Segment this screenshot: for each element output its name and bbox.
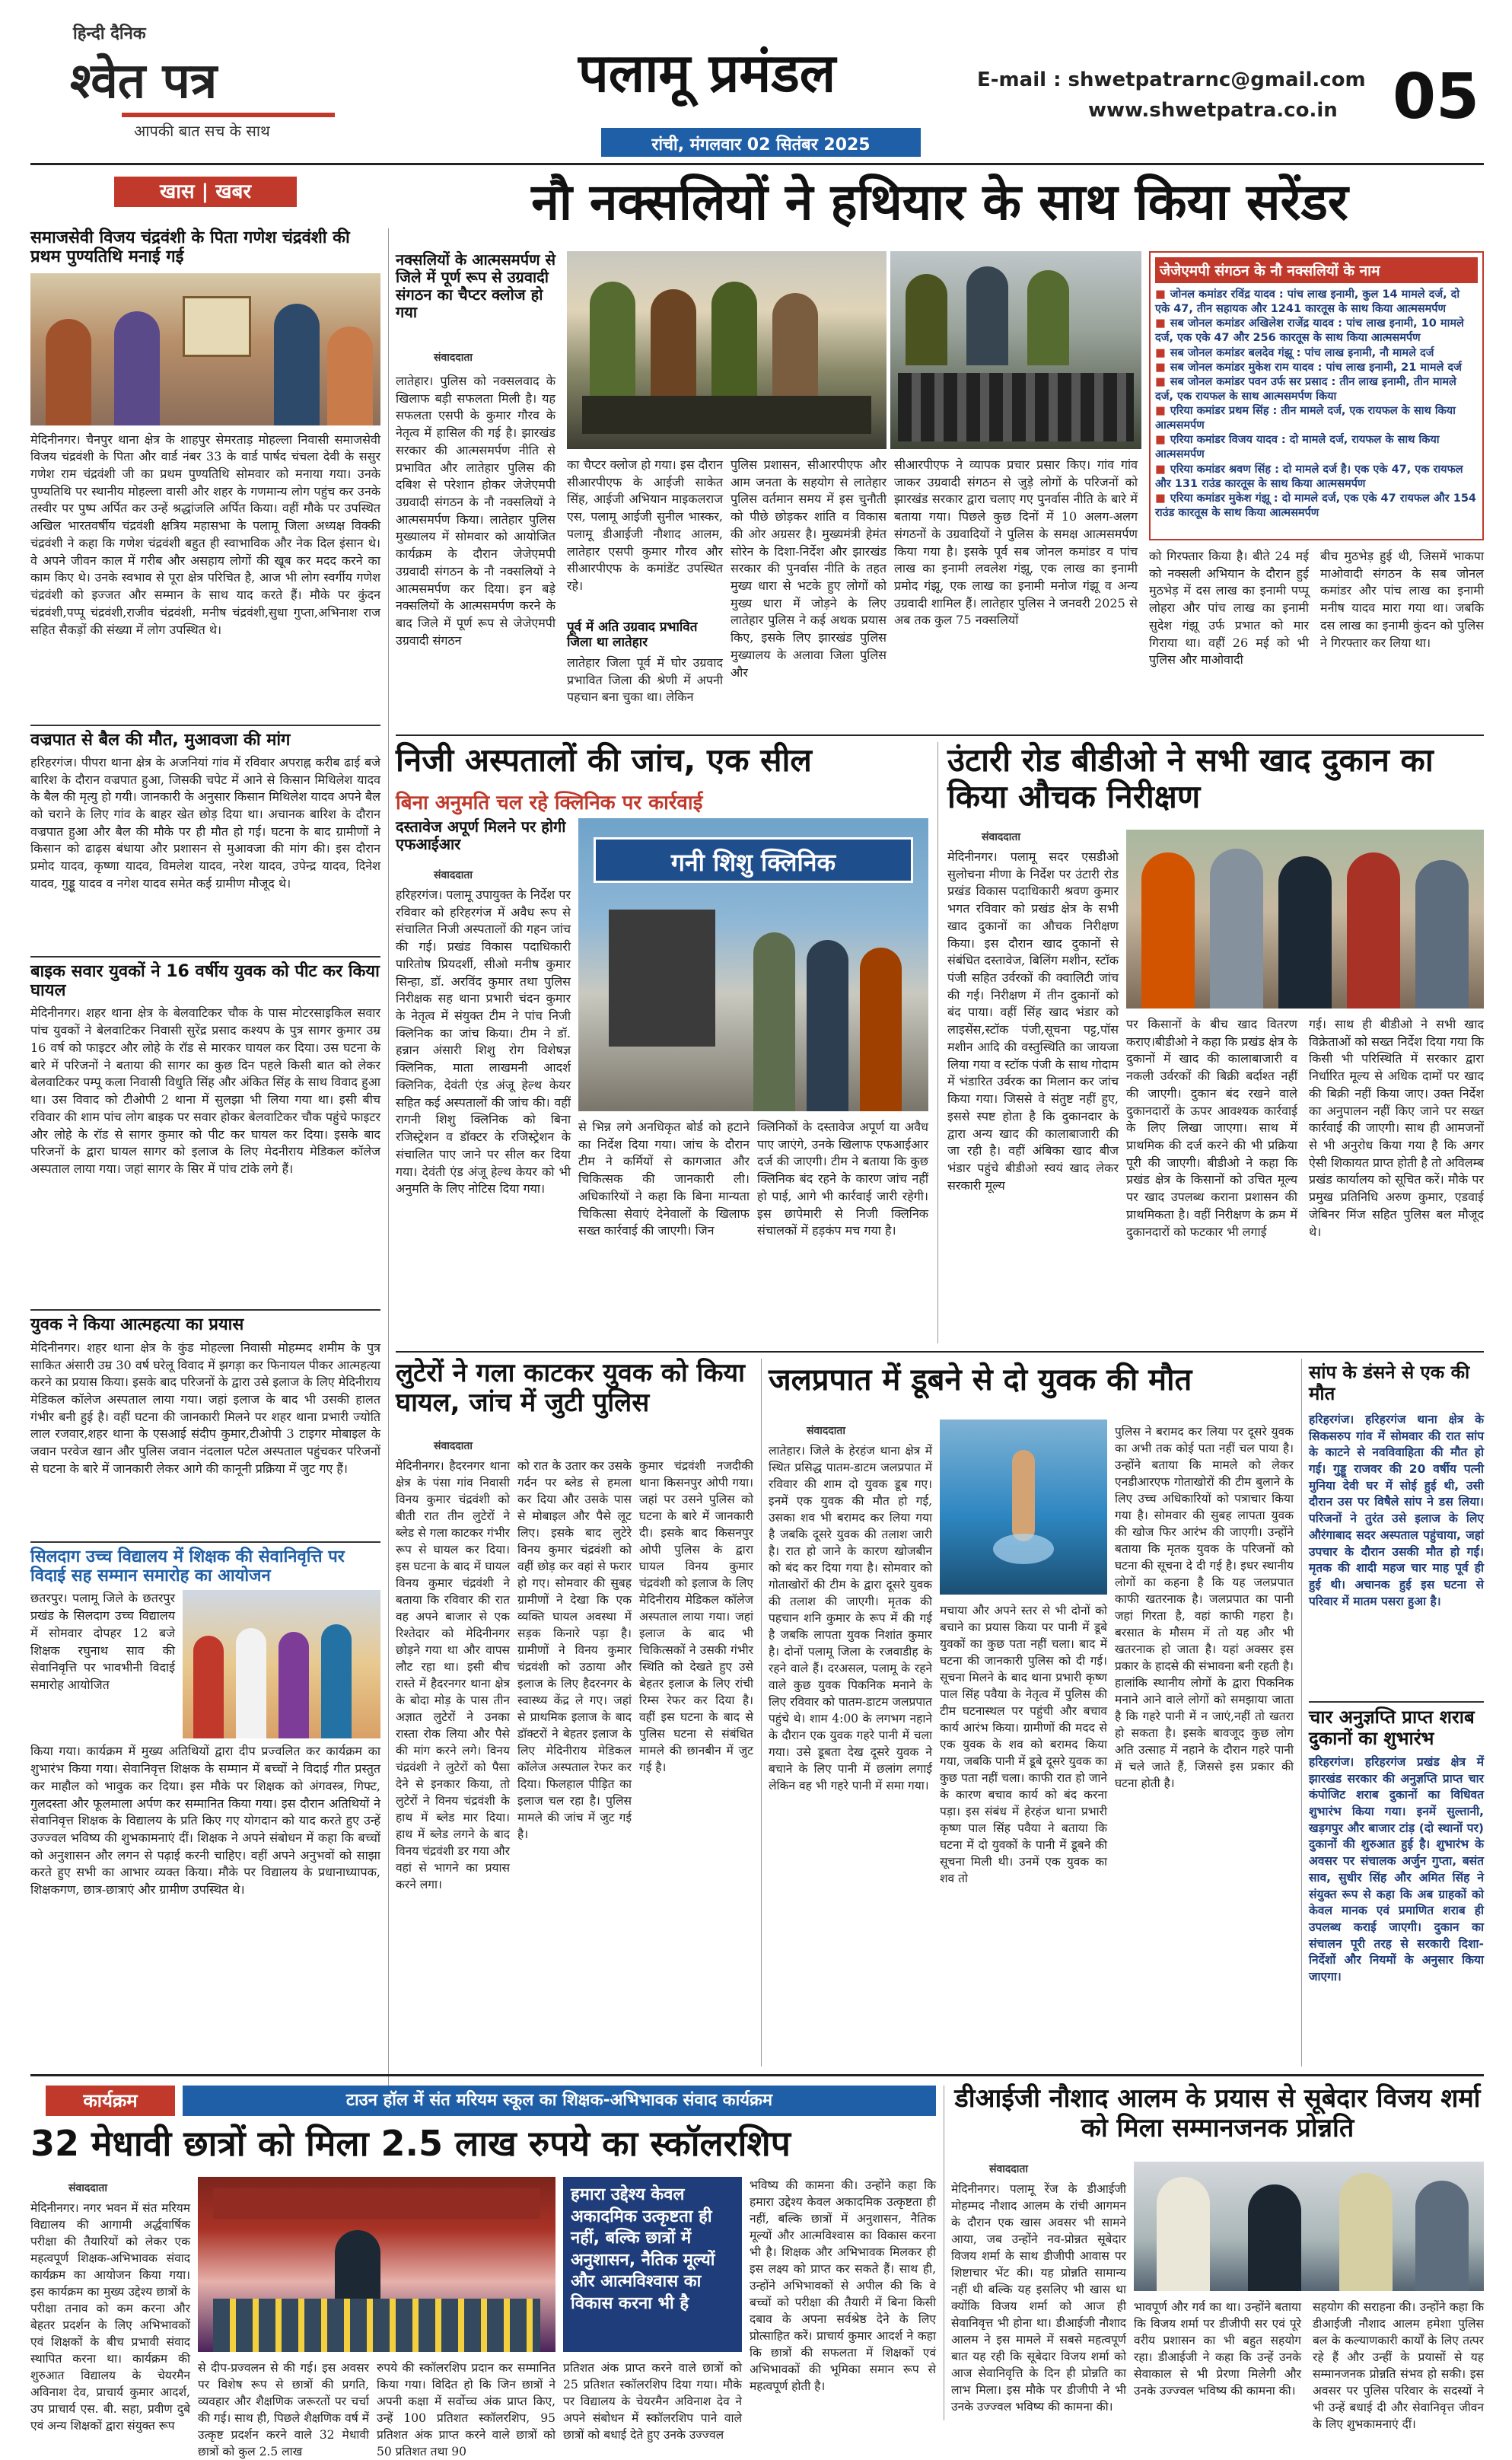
bdo-byline: संवाददाता: [982, 831, 1020, 843]
lead-photo-right: [890, 251, 1141, 449]
dig-body1: मेदिनीनगर। पलामू रेंज के डीआईजी मोहम्मद नौशाद आलम के रांची आगमन के दौरान एक खास अवसर भी सामने आया, जब उन्होंने नव-प्रोन्नत सूबेदार विजय शर्मा के साथ डीजीपी आवास पर शिष्टाचार भेंट की। यह प्रोन्नति सामान्य नहीं थी बल्कि यह इसलिए भी खास था क्योंकि विजय शर्मा को आज ही सेवानिवृत्त भी होना था। डीआईजी नौशाद आलम ने इस मामले में सबसे महत्वपूर्ण बात यह रही कि सूबेदार विजय शर्मा को आज सेवानिवृत्ति के दिन ही प्रोन्नति का लाभ मिला। इस मौके पर डीजीपी ने भी उनके उज्ज्वल भविष्य की कामना की।: [951, 2182, 1126, 2414]
lead-body4: पुलिस प्रशासन, सीआरपीएफ और आम जनता के सहयोग से लातेहार पुलिस वर्तमान समय में इस चुनौती को पीछे छोड़कर शांति व विकास की ओर अग्रसर है। मुख्यमंत्री हेमंत सोरेन के दिशा-निर्देश और झारखंड सरकार की पुनर्वास नीति के तहत मुख्य धारा से भटके हुए लोगों को मुख्य धारा में जोड़ने के लिए लातेहार पुलिस ने कई अथक प्रयास किए, इसके लिए झारखंड पुलिस मुख्यालय के अलावा जिला पुलिस और: [731, 457, 887, 680]
left-s3-body: मेदिनीनगर। शहर थाना क्षेत्र के बेलवाटिकर चौक के पास मोटरसाइकिल सवार पांच युवकों ने बेलवाटिकर निवासी सुरेंद्र प्रसाद कश्यप के पुत्र सागर कुमार उम्र 16 वर्ष को फाइटर और लोहे के रॉड से मारकर घायल कर दिया। उस घटना के बारे में परिजनों ने बताया की सागर का कुछ दिन पहले किसी बात को लेकर बेलवाटिकर पम्पू कला निवासी विधुति सिंह और अंकित सिंह के साथ विवाद हुआ था। उस विवाद को टीओपी 2 थाना में सुलझा भी लिया गया था। इसी बीच रविवार की शाम पांच लोग बाइक पर सवार होकर बेलवाटिकर चौक पहुंचे फाइटर और लोहे के रॉड से सागर कुमार को पीट कर घायल कर दिया। इसके बाद परिजनों के द्वारा घायल सागर को इलाज के लिए मेदनीराय मेडिकल कॉलेज अस्पताल लाया गया। जहां सागर के सिर में पांच टांके लगे हैं।: [30, 1005, 380, 1176]
lead-headline: नौ नक्सलियों ने हथियार के साथ किया सरेंडर: [531, 173, 1348, 231]
left-s5-body2: किया गया। कार्यक्रम में मुख्य अतिथियों द्वारा दीप प्रज्वलित कर कार्यक्रम का शुभारंभ किया गया। सेवानिवृत्त शिक्षक के सम्मान में बच्चों ने विदाई गीत प्रस्तुत कर माहौल को भावुक कर दिया। इस मौके पर शिक्षक को अंगवस्त्र, गिफ्ट, गुलदस्ता और फूलमाला अर्पण कर सम्मानित किया गया। इस दौरान अतिथियों ने सेवानिवृत्त शिक्षक के विद्यालय के प्रति किए गए योगदान को याद करते हुए उन्हें उज्ज्वल भविष्य की शुभकामनाएं दीं। शिक्षक ने अपने संबोधन में कहा कि बच्चों को अनुशासन और लगन से पढ़ाई करनी चाहिए। वहीं अपने अनुभवों को साझा करते हुए सभी का आभार व्यक्त किया। मौके पर विद्यालय के प्रधानाध्यापक, शिक्षकगण, छात्र-छात्राएं और ग्रामीण उपस्थित थे।: [30, 1744, 380, 1898]
waterfall-photo: [940, 1420, 1107, 1595]
clinic-body1: हरिहरगंज। पलामू उपायुक्त के निर्देश पर रविवार को हरिहरगंज में अवैध रूप से संचालित निजी अस्पतालों की गहन जांच की गई। प्रखंड विकास पदाधिकारी पारितोष प्रियदर्शी, सीओ मनीष कुमार सिन्हा, डॉ. अरविंद कुमार तथा पुलिस निरीक्षक सह थाना प्रभारी चंदन कुमार के नेतृत्व में संयुक्त टीम ने पांच निजी क्लिनिक का जांच किया। टीम ने डॉ. हन्नान अंसारी शिशु रोग विशेषज्ञ क्लिनिक, माता लाखमनी आदर्श क्लिनिक, देवंती एंड अंजू हेल्थ केयर सहित कई अस्पतालों की जांच की। वहीं रागनी शिशु क्लिनिक को बिना रजिस्ट्रेशन व डॉक्टर के रजिस्ट्रेशन के संचालित पाए जाने पर सील कर दिया गया। देवंती एंड अंजू हेल्थ केयर को भी अनुमति के लिए नोटिस दिया गया।: [396, 887, 571, 1197]
dig-photo: [1134, 2162, 1484, 2291]
box-item: ■ सब जोनल कमांडर पवन उर्फ सर प्रसाद : तीन लाख इनामी, तीन मामले दर्ज, एक रायफल के साथ आत्मसमर्पण किया: [1155, 375, 1478, 404]
left-s3-title: बाइक सवार युवकों ने 16 वर्षीय युवक को पीट कर किया घायल: [30, 956, 380, 1001]
lead-body2: का चैप्टर क्लोज हो गया। इस दौरान सीआरपीएफ के आईजी साकेत सिंह, आईजी अभियान माइकलराज एस, पलामू आईजी सुनील भास्कर, पलामू डीआईजी नौशाद आलम, लातेहार एसपी कुमार गौरव और सीआरपीएफ के कमांडेंट उपस्थित रहे।: [567, 457, 723, 594]
box-item: ■ सब जोनल कमांडर बलदेव गंझू : पांच लाख इनामी, नौ मामले दर्ज: [1155, 346, 1478, 361]
email-label: E-mail :: [977, 69, 1062, 91]
left-s4-body: मेदिनीनगर। शहर थाना क्षेत्र के कुंड मोहल्ला निवासी मोहम्मद शमीम के पुत्र साकित अंसारी उम्र 30 वर्ष घरेलू विवाद में झगड़ा कर फिनायल पीकर आत्महत्या करने का प्रयास किया। इसके बाद परिजनों के द्वारा उसे इलाज के लिए मेदिनीराय मेडिकल कॉलेज अस्पताल लाया गया। जहां इलाज के बाद भी उसकी हालत गंभीर बनी हुई है। वहीं घटना की जानकारी मिलने पर शहर थाना प्रभारी ज्योति लाल रजवार,शहर थाना के एसआई संदीप कुमार,टीओपी 3 टाइगर मोबाइल के जवान परवेज खान और पुलिस जवान नंदलाल पटेल अस्पताल पहुंचकर परिजनों से घटना के बारे में जानकारी लेकर आगे की कानूनी प्रक्रिया में जुट गए हैं।: [30, 1340, 380, 1476]
mast-rule: [30, 163, 1484, 165]
lead-kicker2: पूर्व में अति उग्रवाद प्रभावित जिला था लातेहार: [567, 620, 698, 650]
lead-body1: लातेहार। पुलिस को नक्सलवाद के खिलाफ बड़ी सफलता मिली है। यह सफलता एसपी के कुमार गौरव के नेतृत्व में हासिल की गई है। झारखंड सरकार की आत्मसमर्पण नीति से प्रभावित और लातेहार पुलिस की दबिश से परेशान होकर जेजेएमपी उग्रवादी संगठन के नौ नक्सलियों ने आत्मसमर्पण किया। लातेहार पुलिस मुख्यालय में सोमवार को आयोजित कार्यक्रम के दौरान जेजेएमपी उग्रवादी संगठन के नौ नक्सलियों ने आत्मसमर्पण कर दिया। इन बड़े नक्सलियों के आत्मसमर्पण करने के बाद जिले में पूर्ण रूप से जेजेएमपी उग्रवादी संगठन: [396, 374, 555, 648]
masthead: [0, 0, 1512, 175]
left-s5-title: सिलदाग उच्च विद्यालय में शिक्षक की सेवानिवृत्ति पर विदाई सह सम्मान समारोह का आयोजन: [30, 1541, 380, 1586]
loot-body1: मेदिनीनगर। हैदरनगर थाना क्षेत्र के पंसा गांव निवासी विनय कुमार चंद्रवंशी को बीती रात तीन लुटेरों ने ब्लेड से गला काटकर गंभीर रूप से घायल कर दिया। इस घटना के बाद में घायल विनय कुमार चंद्रवंशी ने बताया कि रविवार की रात वह अपने बाजार से एक रिश्तेदार को मेदिनीनगर छोड़ने गया था और वापस लौट रहा था। इसी बीच रास्ते में हैदरनगर थाना क्षेत्र के बोदा मोड़ के पास तीन अज्ञात लुटेरों ने उनका रास्ता रोक लिया और पैसे की मांग करने लगे। विनय चंद्रवंशी ने लुटेरों को पैसा देने से इनकार किया, तो लुटेरों ने विनय चंद्रवंशी के हाथ में ब्लेड मार दिया। हाथ में ब्लेड लगने के बाद विनय चंद्रवंशी डर गया और वहां से भागने का प्रयास करने लगा।: [396, 1459, 510, 1891]
website[interactable]: www.shwetpatra.co.in: [1088, 99, 1338, 122]
box-item: ■ सब जोनल कमांडर अखिलेश राजेंद्र यादव : पांच लाख इनामी, 10 मामले दर्ज, एक एके 47 और 256 कारतूस के साथ किया आत्मसमर्पण: [1155, 317, 1478, 346]
lead-body5-col: सीआरपीएफ ने व्यापक प्रचार प्रसार किए। गांव गांव जाकर उग्रवादी संगठन से जुड़े लोगों के परिजनों को झारखंड सरकार द्वारा चलाए गए पुनर्वास नीति के बारे में बताया गया। पिछले कुछ दिनों में 10 अलग-अलग संगठनों के उग्रवादियों ने पुलिस के समक्ष आत्मसमर्पण किया गया है। इसके पूर्व सब जोनल कमांडर व पांच लाख का इनामी लवलेश गंझू, एक लाख का इनामी प्रमोद गंझू, एक लाख का इनामी मनोज गंझू व अन्य उग्रवादी शामिल हैं। लातेहार पुलिस ने जनवरी 2025 से अब तक कुल 75 नक्सलियों: [894, 457, 1138, 628]
left-s4-title: युवक ने किया आत्महत्या का प्रयास: [30, 1309, 380, 1334]
snake-title: सांप के डंसने से एक की मौत: [1309, 1362, 1470, 1404]
bdo-photo: [1126, 830, 1484, 1009]
clinic-body2: से भिन्न लगे अनधिकृत बोर्ड को हटाने का निर्देश दिया गया। जांच के दौरान टीम ने कर्मियों से कागजात और चिकित्सक की जानकारी ली। अधिकारियों ने कहा कि बिना मान्यता चिकित्सा सेवाएं देनेवालों के खिलाफ सख्त कार्रवाई की जाएगी। जिन: [578, 1120, 750, 1238]
clinic-sign: गनी शिशु क्लिनिक: [670, 848, 836, 877]
left-s2-title: वज्रपात से बैल की मौत, मुआवजा की मांग: [30, 725, 380, 750]
scholar-body2: से दीप-प्रज्वलन से की गई। इस अवसर पर विशेष रूप से छात्रों की प्रगति, व्यवहार और शैक्षणिक जरूरतों पर चर्चा की गई। साथ ही, पिछले शैक्षणिक वर्ष में उत्कृष्ट प्रदर्शन करने वाले 32 मेधावी छात्रों को कुल 2.5 लाख: [198, 2361, 369, 2458]
col-divider-4: [1301, 1359, 1302, 2066]
dig-body2: भावपूर्ण और गर्व का था। उन्होंने बताया कि विजय शर्मा पर डीजीपी सर एवं पूरे वरीय प्रशासन का भी बहुत सहयोग रहा। डीआईजी ने कहा कि उन्हें उनके सेवाकाल से भी प्रेरणा मिलेगी और उनके उज्ज्वल भविष्य की कामना की।: [1134, 2300, 1301, 2398]
col-divider-2: [937, 742, 938, 1343]
clinic-sub: बिना अनुमति चल रहे क्लिनिक पर कार्रवाई: [396, 792, 703, 814]
liquor-body: हरिहरगंज। हरिहरगंज प्रखंड क्षेत्र में झारखंड सरकार की अनुज्ञप्ति प्राप्त चार कंपोजिट शराब दुकानों का विधिवत शुभारंभ किया गया। इनमें सुल्तानी, खड़गपुर और बाजार टांड़ (दो स्थानों पर) दुकानों की शुरुआत हुई है। शुभारंभ के अवसर पर संचालक अर्जुन गुप्ता, बसंत साव, सुधीर सिंह और अमित सिंह ने संयुक्त रूप से कहा कि अब ग्राहकों को केवल मानक एवं प्रमाणित शराब ही उपलब्ध कराई जाएगी। दुकान का संचालन पूरी तरह से सरकारी दिशा-निर्देशों और नियमों के अनुसार किया जाएगा।: [1309, 1755, 1484, 1984]
clinic-body3: क्लिनिकों के दस्तावेज अपूर्ण या अवैध पाए जाएंगे, उनके खिलाफ एफआईआर दर्ज की जाएगी। टीम ने बताया कि कुछ क्लिनिक बंद रहने के कारण जांच नहीं हो पाई, आगे भी कार्रवाई जारी रहेगी। इस छापेमारी से निजी क्लिनिक संचालकों में हड़कंप मच गया है।: [757, 1120, 928, 1238]
left-column: [30, 228, 380, 2131]
scholar-body4: प्रतिशत अंक प्राप्त करने वाले छात्रों को 25 प्रतिशत स्कॉलरशिप दिया गया। मौके पर विद्यालय के चेयरमैन अविनाश देव ने अपने संबोधन में स्कॉलरशिप पाने वाले छात्रों को बधाई देते हुए उनके उज्ज्वल: [563, 2361, 742, 2442]
email-address[interactable]: shwetpatrarnc@gmail.com: [1068, 69, 1366, 91]
scholar-body5: भविष्य की कामना की। उन्होंने कहा कि हमारा उद्देश्य केवल अकादमिक उत्कृष्टता ही नहीं, बल्कि छात्रों में अनुशासन, नैतिक मूल्यों और आत्मविश्वास का विकास करना भी है। शिक्षक और अभिभावक मिलकर ही इस लक्ष्य को प्राप्त कर सकते हैं। साथ ही, उन्होंने अभिभावकों से अपील की कि वे बच्चों को परीक्षा की तैयारी में बिना किसी दबाव के अपना सर्वश्रेष्ठ देने के लिए प्रोत्साहित करें। प्राचार्य कुमार आदर्श ने कहा कि छात्रों की सफलता में शिक्षकों एवं अभिभावकों की भूमिका समान रूप से महत्वपूर्ण होती है।: [750, 2178, 936, 2393]
box-item: ■ सब जोनल कमांडर मुकेश राम यादव : पांच लाख इनामी, 21 मामले दर्ज: [1155, 361, 1478, 375]
left-s1-photo: [30, 273, 380, 425]
scholar-headline: 32 मेधावी छात्रों को मिला 2.5 लाख रुपये का स्कॉलरशिप: [30, 2123, 791, 2164]
box-item: ■ एरिया कमांडर श्रवण सिंह : दो मामले दर्ज है। एक एके 47, एक रायफल और 131 राउंड कारतूस के साथ किया आत्मसमर्पण: [1155, 463, 1478, 492]
box-item: ■ एरिया कमांडर विजय यादव : दो मामले दर्ज, रायफल के साथ किया आत्मसमर्पण: [1155, 433, 1478, 462]
lead-box-list: [1155, 288, 1478, 521]
khas-khabar-tag: खास | खबर: [114, 177, 297, 207]
tagline-top: हिन्दी दैनिक: [73, 24, 146, 43]
dateline: रांची, मंगलवार 02 सितंबर 2025: [651, 135, 871, 155]
tag-word-1: खास: [160, 180, 195, 203]
clinic-kicker: दस्तावेज अपूर्ण मिलने पर होगी एफआईआर: [396, 817, 566, 853]
left-s5-photo: [183, 1590, 380, 1738]
col-divider-3: [761, 1359, 762, 2066]
loot-body2: को रात के उतार कर उसके गर्दन पर ब्लेड से हमला कर दिया और उसके पास से मोबाइल और पैसे लूट लिए। इसके बाद लुटेरे विनय कुमार चंद्रवंशी को वहीं छोड़ कर वहां से फरार हो गए। सोमवार की सुबह ग्रामीणों ने देखा कि एक व्यक्ति घायल अवस्था में सड़क किनारे पड़ा है। ग्रामीणों ने विनय कुमार चंद्रवंशी को उठाया और इलाज के लिए हैदरनगर के स्वास्थ्य केंद्र ले गए। जहां से प्राथमिक इलाज के बाद डॉक्टरों ने बेहतर इलाज के लिए मेदिनीराय मेडिकल कॉलेज अस्पताल रेफर कर दिया। फिलहाल पीड़ित का इलाज चल रहा है। पुलिस मामले की जांच में जुट गई है।: [517, 1459, 632, 1841]
waterfall-headline: जलप्रपात में डूबने से दो युवक की मौत: [769, 1362, 1192, 1397]
loot-headline: लुटेरों ने गला काटकर युवक को किया घायल, जांच में जुटी पुलिस: [396, 1358, 745, 1419]
bdo-body1: मेदिनीनगर। पलामू सदर एसडीओ सुलोचना मीणा के निर्देश पर उंटारी रोड प्रखंड विकास पदाधिकारी श्रवण कुमार भगत रविवार को प्रखंड क्षेत्र के सभी खाद दुकानों का औचक निरीक्षण किया। इस दौरान खाद दुकानों से संबंधित दस्तावेज, बिलिंग मशीन, स्टॉक पंजी सहित उर्वरकों की क्वालिटी जांच की गई। निरीक्षण में तीन दुकानों को बंद पाया। वहीं सिंह खाद भंडार को लाइसेंस,स्टॉक पंजी,सूचना पट्ट,पॉस मशीन आदि की वस्तुस्थिति का जायजा लिया गया व स्टॉक पंजी के साथ गोदाम में भंडारित उर्वरक का मिलान कर जांच किया गया। जिससे वे संतुष्ट नहीं हुए, इससे स्पष्ट होता है कि दुकानदार के द्वारा अन्य खाद की कालाबाजारी की जा रही है। वहीं अंबिका खाद बीज भंडार पहुंचे बीडीओ स्वयं खाद लेकर सरकारी मूल्य: [947, 849, 1119, 1193]
section-title: पलामू प्रमंडल: [578, 42, 836, 104]
waterfall-body3: पुलिस ने बरामद कर लिया पर दूसरे युवक का अभी तक कोई पता नहीं चल पाया है। उन्होंने बताया कि मामले को लेकर एनडीआरएफ गोताखोरों की टीम बुलाने के लिए उच्च अधिकारियों को पत्राचार किया गया है। सोमवार की सुबह लापता युवक की खोज फिर आरंभ की जाएगी। उन्होंने बताया कि मृतक युवक के परिजनों को घटना की सूचना दे दी गई है। इधर स्थानीय लोगों का कहना है कि यह जलप्रपात काफी खतरनाक है। जलप्रपात का पानी जहां गिरता है, वहां काफी गहरा है। बरसात के मौसम में तो यह और भी खतरनाक हो जाता है। यहां अक्सर इस प्रकार के हादसे की संभावना बनी रहती है। हालांकि स्थानीय लोगों के द्वारा पिकनिक मनाने आने वाले लोगों को समझाया जाता है कि गहरे पानी में न जाएं,नहीं तो खतरा हो सकता है। इसके बावजूद कुछ लोग अति उत्साह में नहाने के दौरान गहरे पानी में चले जाते हैं, जिससे इस प्रकार की घटना होती है।: [1115, 1425, 1294, 1790]
scholar-pullquote: हमारा उद्देश्य केवल अकादमिक उत्कृष्टता ही नहीं, बल्कि छात्रों में अनुशासन, नैतिक मूल्यों और आत्मविश्वास का विकास करना भी है: [563, 2177, 742, 2352]
loot-byline: संवाददाता: [434, 1440, 473, 1452]
scholar-label: कार्यक्रम: [46, 2086, 175, 2116]
snake-body: हरिहरगंज। हरिहरगंज थाना क्षेत्र के सिकसरुप गांव में सोमवार की रात सांप के काटने से नवविवाहिता की मौत हो गई। गुड्डू राजवर की 20 वर्षीय पत्नी मुनिया देवी घर में सोई हुई थी, उसी दौरान उस पर विषैले सांप ने डस लिया। परिजनों ने तुरंत उसे इलाज के लिए औरंगाबाद सदर अस्पताल पहुंचाया, जहां उपचार के दौरान उसकी मौत हो गई। मृतक की शादी महज चार माह पूर्व ही हुई थी। अचानक हुई इस घटना से परिवार में मातम पसरा हुआ है।: [1309, 1413, 1484, 1608]
left-s1-body: मेदिनीनगर। चैनपुर थाना क्षेत्र के शाहपुर सेमरताड़ मोहल्ला निवासी समाजसेवी विजय चंद्रवंशी के पिता और वार्ड नंबर 33 के वार्ड पार्षद चंचला देवी के ससुर गणेश राम चंद्रवंशी जी का प्रथम पुण्यतिथि सोमवार को मनाया गया। उनके पुण्यतिथि पर स्थानीय मोहल्ला वासी और शहर के गणमान्य लोग पहुंच कर उनके तस्वीर पर पुष्प अर्पित कर उन्हें श्रद्धांजलि अर्पित किया। वहीं मौके पर उपस्थित अखिल भारतवर्षीय चंद्रवंशी क्षत्रिय महासभा के पलामू जिला अध्यक्ष विक्की चंद्रवंशी ने कहा कि गणेश चंद्रवंशी बहुत ही स्वाभाविक और नेक दिल इंसान थे। वे अपने जीवन काल में गरीब और असहाय लोगों की खूब कर मदद करने का काम किए थे। उनके स्वभाव से पूरा क्षेत्र परिचित है, आज भी लोग स्वर्गीय गणेश चंद्रवंशी को इज्जत और सम्मान के साथ याद करते हैं। मौके पर कुंदन चंद्रवंशी,पप्पू चंद्रवंशी,राजीव चंद्रवंशी, मनीष चंद्रवंशी,सुधा गुप्ता,अभिनाश राज सहित सैकड़ों की संख्या में लोग उपस्थित थे।: [30, 432, 380, 637]
box-item: ■ एरिया कमांडर मुकेश गंझू : दो मामले दर्ज, एक एके 47 रायफल और 154 राउंड कारतूस के साथ किया आत्मसमर्पण: [1155, 492, 1478, 521]
scholar-byline: संवाददाता: [68, 2182, 107, 2194]
page-number: 05: [1393, 61, 1480, 133]
dig-headline: डीआईजी नौशाद आलम के प्रयास से सूबेदार विजय शर्मा को मिला सम्मानजनक प्रोन्नति: [954, 2083, 1481, 2144]
email-line: [977, 69, 1366, 91]
waterfall-body1: लातेहार। जिले के हेरहंज थाना क्षेत्र में स्थित प्रसिद्ध पातम-डाटम जलप्रपात में रविवार की शाम दो युवक डूब गए। इनमें एक युवक की मौत हो गई, उसका शव भी बरामद कर लिया गया है जबकि दूसरे युवक की तलाश जारी है। रात हो जाने के कारण खोजबीन को बंद कर दिया गया है। सोमवार को गोताखोरों की टीम के द्वारा दूसरे युवक की तलाश की जाएगी। मृतक की पहचान शनि कुमार के रूप में की गई है जबकि लापता युवक निशांत कुमार है। दोनों पलामू जिला के रजवाडीह के रहने वाले हैं। दरअसल, पलामू के रहने वाले कुछ युवक पिकनिक मनाने के लिए रविवार को पातम-डाटम जलप्रपात पहुंचे थे। शाम 4:00 के लगभग नहाने के दौरान एक युवक गहरे पानी में चला गया। उसे डूबता देख दूसरे युवक ने बचाने के लिए पानी में छलांग लगाई लेकिन वह भी गहरे पानी में समा गया।: [769, 1444, 932, 1792]
clinic-headline: निजी अस्पतालों की जांच, एक सील: [396, 741, 812, 779]
box-item: ■ जोनल कमांडर रविंद्र यादव : पांच लाख इनामी, कुल 14 मामले दर्ज, दो एके 47, तीन सहायक और 1241 कारतूस के साथ किया आत्मसमर्पण: [1155, 288, 1478, 317]
left-s1-title: समाजसेवी विजय चंद्रवंशी के पिता गणेश चंद्रवंशी की प्रथम पुण्यतिथि मनाई गई: [30, 228, 350, 267]
clinic-photo: [578, 818, 928, 1111]
lead-byline1: संवाददाता: [434, 352, 473, 364]
slogan: आपकी बात सच के साथ: [134, 122, 270, 140]
loot-body3: कुमार चंद्रवंशी नजदीकी थाना किसनपुर ओपी गया। जहां पर उसने पुलिस को घटना के बारे में जानकारी दी। इसके बाद किसनपुर ओपी पुलिस के द्वारा घायल विनय कुमार चंद्रवंशी को इलाज के लिए मेदिनीराय मेडिकल कॉलेज अस्पताल लाया गया। जहां इलाज के बाद भी चिकित्सकों ने उसकी गंभीर स्थिति को देखते हुए उसे बेहतर इलाज के लिए रांची रिम्स रेफर कर दिया है। वहीं इस घटना के बाद से पुलिस घटना से संबंधित मामले की छानबीन में जुट गई है।: [639, 1459, 753, 1774]
lead-box: [1149, 251, 1484, 540]
lead-body6: को गिरफ्तार किया है। बीते 24 मई को नक्सली अभियान के दौरान हुई मुठभेड़ में दस लाख का इनामी पप्पू लोहरा और पांच लाख का इनामी सुदेश गंझू उर्फ प्रभात को मार गिराया था। वहीं 26 मई को भी पुलिस और माओवादी: [1149, 549, 1309, 668]
left-s2-body: हरिहरगंज। पीपरा थाना क्षेत्र के अजनियां गांव में रविवार अपराह्न करीब ढाई बजे बारिश के दौरान वज्रपात हुआ, जिसकी चपेट में आने से किसान मिथिलेश यादव के बैल की मृत्यु हो गयी। जानकारी के अनुसार किसान मिथिलेश यादव अपने बैल को चराने के लिए गांव के बाहर खेत छोड़ दिया था। अचानक बारिश के दौरान वज्रपात हुआ और बैल की मौके पर ही मौत हो गई। घटना के बाद ग्रामीणों ने किसान को ढाढ़स बंधाया और प्रशासन से मुआवजा की मांग की। इस दौरान प्रमोद यादव, कृष्णा यादव, विमलेश यादव, नरेश यादव, उपेन्द्र यादव, दिनेश यादव, गुड्डू यादव व नगेश यादव समेत कई ग्रामीण मौजूद थे।: [30, 754, 380, 891]
left-s5-body1: छतरपुर। पलामू जिले के छतरपुर प्रखंड के सिलदाग उच्च विद्यालय में सोमवार दोपहर 12 बजे शिक्षक रघुनाथ साव की सेवानिवृत्ति पर भावभीनी विदाई समारोह आयोजित: [30, 1591, 175, 1692]
scholar-body3: रुपये की स्कॉलरशिप प्रदान कर सम्मानित किया गया। विदित हो कि जिन छात्रों ने अपनी कक्षा में सर्वोच्च अंक प्राप्त किए, उन्हें 100 प्रतिशत स्कॉलरशिप, 95 प्रतिशत अंक प्राप्त करने वाले छात्रों को 50 प्रतिशत तथा 90: [377, 2361, 555, 2458]
scholar-banner: टाउन हॉल में संत मरियम स्कूल का शिक्षक-अभिभावक संवाद कार्यक्रम: [183, 2086, 936, 2116]
brand-logo: श्वेत पत्र: [70, 53, 218, 110]
scholar-photo: [198, 2177, 555, 2352]
box-item: ■ एरिया कमांडर प्रथम सिंह : तीन मामले दर्ज, एक रायफल के साथ किया आत्मसमर्पण: [1155, 404, 1478, 433]
dig-byline: संवाददाता: [989, 2163, 1028, 2175]
lead-photo-left: [567, 251, 887, 449]
waterfall-byline: संवाददाता: [807, 1425, 845, 1437]
lead-kicker1: नक्सलियों के आत्मसमर्पण से जिले में पूर्ण रूप से उग्रवादी संगठन का चैप्टर क्लोज हो गया: [396, 250, 556, 321]
lead-body3: लातेहार जिला पूर्व में घोर उग्रवाद प्रभावित जिला की श्रेणी में अपनी पहचान बना चुका था। लेकिन: [567, 655, 723, 705]
bdo-headline: उंटारी रोड बीडीओ ने सभी खाद दुकान का किया औचक निरीक्षण: [947, 741, 1434, 816]
dig-body3: सहयोग की सराहना की। उन्होंने कहा कि डीआईजी नौशाद आलम हमेशा पुलिस बल के कल्याणकारी कार्यों के लिए तत्पर रहे हैं और उन्हीं के प्रयासों से यह सम्मानजनक प्रोन्नति संभव हो सकी। इस अवसर पर पुलिस परिवार के सदस्यों ने भी उन्हें बधाई दी और सेवानिवृत्त जीवन के लिए शुभकामनाएं दीं।: [1313, 2300, 1484, 2431]
lead-body7: बीच मुठभेड़ हुई थी, जिसमें भाकपा माओवादी संगठन के सब जोनल कमांडर और पांच लाख का इनामी मनीष यादव मारा गया था। जबकि दस लाख का इनामी कुंदन को पुलिस ने गिरफ्तार कर लिया था।: [1320, 549, 1484, 650]
scholar-body1: मेदिनीनगर। नगर भवन में संत मरियम विद्यालय की आगामी अर्द्धवार्षिक परीक्षा की तैयारियों को लेकर एक महत्वपूर्ण शिक्षक-अभिभावक संवाद कार्यक्रम का आयोजन किया गया। इस कार्यक्रम का मुख्य उद्देश्य छात्रों के परीक्षा तनाव को कम करना और बेहतर प्रदर्शन के लिए अभिभावकों एवं शिक्षकों के बीच प्रभावी संवाद स्थापित करना था। कार्यक्रम की शुरुआत विद्यालय के चेयरमैन अविनाश देव, प्राचार्य कुमार आदर्श, उप प्राचार्य एस. बी. सहा, प्रवीण दुबे एवं अन्य शिक्षकों द्वारा संयुक्त रूप: [30, 2201, 190, 2433]
section-rule-2: [396, 1351, 1484, 1353]
bdo-body3: गई। साथ ही बीडीओ ने सभी खाद विक्रेताओं को सख्त निर्देश दिया गया कि किसी भी परिस्थिति में सरकार द्वारा निर्धारित मूल्य से अधिक दामों पर खाद की बिक्री नहीं किया जाए। उक्त निर्देश का अनुपालन नहीं किए जाने पर सख्त कार्रवाई की जाएगी। साथ ही आमजनों से भी अनुरोध किया गया है कि अगर ऐसी शिकायत प्राप्त होती है तो अविलम्ब प्रखंड कार्यालय को सूचित करें। मौके पर प्रमुख प्रतिनिधि अरुण कुमार, एडवाई जेबिनर मिंज सहित पुलिस बल मौजूद थे।: [1309, 1017, 1484, 1239]
bdo-body2: पर किसानों के बीच खाद वितरण कराए।बीडीओ ने कहा कि प्रखंड क्षेत्र के दुकानों में खाद की कालाबाजारी व नकली उर्वरकों की बिक्री बर्दाश्त नहीं की जाएगी। दुकान बंद रखने वाले दुकानदारों के ऊपर आवश्यक कार्रवाई के लिए लिखा जाएगा। साथ में प्राथमिक की दर्ज करने की भी प्रक्रिया पूरी की जाएगी। बीडीओ ने कहा कि प्रखंड क्षेत्र के किसानों को उचित मूल्य पर खाद उपलब्ध कराना प्रशासन की प्राथमिकता है। वहीं निरीक्षण के क्रम में दुकानदारों को फटकार भी लगाई: [1126, 1017, 1297, 1239]
waterfall-body2: मचाया और अपने स्तर से भी दोनों को बचाने का प्रयास किया पर पानी में डूबे युवकों का कुछ पता नहीं चला। बाद में घटना की जानकारी पुलिस को दी गई। सूचना मिलने के बाद थाना प्रभारी कृष्ण पाल सिंह पवैया के नेतृत्व में पुलिस की टीम घटनास्थल पर पहुंची और बचाव कार्य आरंभ किया। ग्रामीणों की मदद से एक युवक के शव को बरामद किया गया, जबकि पानी में डूबे दूसरे युवक का कुछ पता नहीं चला। काफी रात हो जाने के कारण बचाव कार्य को बंद करना पड़ा। इस संबंध में हेरहंज थाना प्रभारी कृष्ण पाल सिंह पवैया ने बताया कि घटना में दो युवकों के पानी में डूबने की सूचना मिली थी। उनमें एक युवक का शव तो: [940, 1604, 1107, 1885]
tag-word-2: खबर: [215, 180, 251, 203]
section-rule-3: [30, 2074, 1484, 2076]
section-rule-1: [396, 734, 1484, 736]
clinic-byline: संवाददाता: [434, 869, 473, 881]
lead-box-title: जेजेएमपी संगठन के नौ नक्सलियों के नाम: [1155, 257, 1478, 283]
col-divider-1: [388, 228, 389, 2116]
liquor-title: चार अनुज्ञप्ति प्राप्त शराब दुकानों का शुभारंभ: [1309, 1701, 1484, 1749]
brand-underline: [122, 113, 335, 117]
